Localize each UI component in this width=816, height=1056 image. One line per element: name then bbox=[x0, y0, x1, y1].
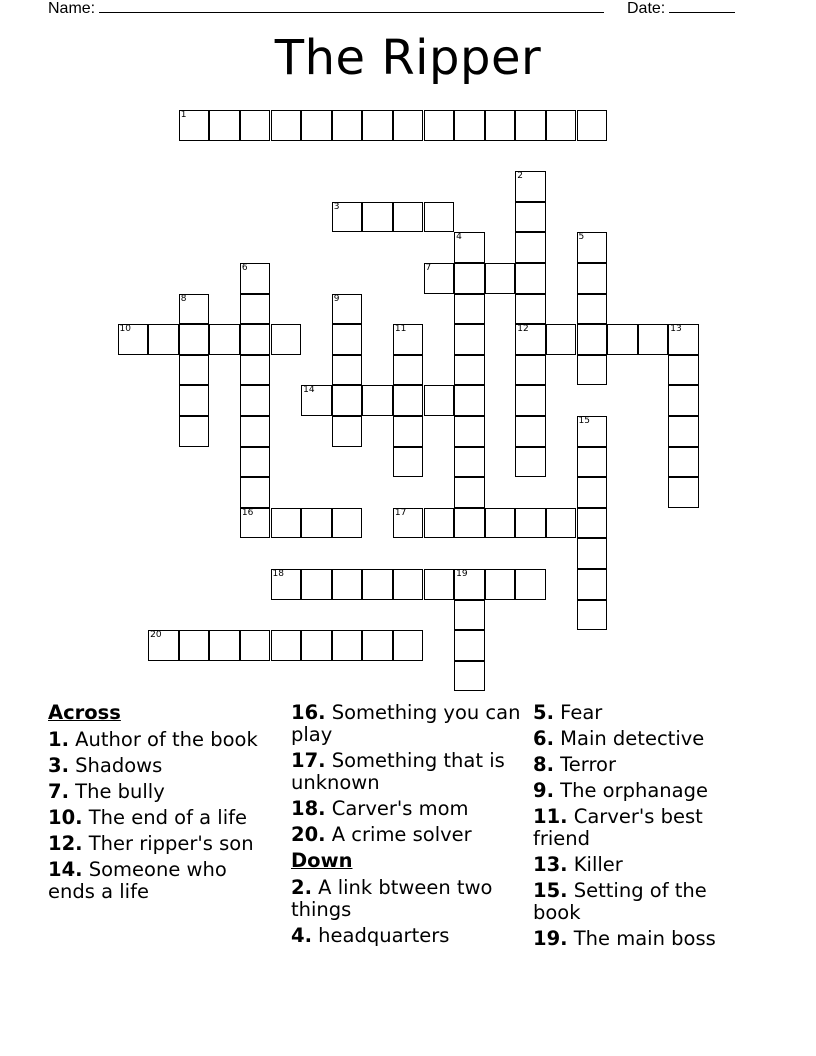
grid-cell[interactable] bbox=[454, 477, 485, 508]
grid-cell[interactable] bbox=[577, 324, 608, 355]
grid-cell[interactable] bbox=[240, 447, 271, 478]
clue-number: 11 bbox=[394, 324, 407, 335]
clue-item-number: 4. bbox=[291, 924, 312, 947]
clue-item-text: Killer bbox=[567, 853, 623, 876]
clue-item-text: Shadows bbox=[68, 754, 163, 777]
grid-cell[interactable] bbox=[454, 294, 485, 325]
clue-item-number: 8. bbox=[533, 753, 554, 776]
grid-cell[interactable] bbox=[668, 324, 699, 355]
grid-cell[interactable] bbox=[362, 110, 393, 141]
clue-item bbox=[291, 877, 526, 921]
clue-item-text: Terror bbox=[553, 753, 616, 776]
grid-cell[interactable] bbox=[577, 355, 608, 386]
grid-cell[interactable] bbox=[393, 355, 424, 386]
grid-cell[interactable] bbox=[577, 477, 608, 508]
grid-cell[interactable] bbox=[332, 202, 363, 233]
across-heading: Across bbox=[48, 701, 121, 724]
clue-item-text: The main boss bbox=[567, 927, 716, 950]
grid-cell[interactable] bbox=[271, 630, 302, 661]
grid-cell[interactable] bbox=[332, 324, 363, 355]
grid-cell[interactable] bbox=[668, 355, 699, 386]
clue-item bbox=[533, 806, 733, 850]
clue-item-text: A crime solver bbox=[325, 823, 472, 846]
grid-cell[interactable] bbox=[515, 416, 546, 447]
clues-column-3 bbox=[533, 702, 733, 954]
grid-cell[interactable] bbox=[424, 110, 455, 141]
clue-number: 10 bbox=[119, 324, 131, 335]
clue-item-number: 7. bbox=[48, 780, 69, 803]
grid-cell[interactable] bbox=[362, 385, 393, 416]
clue-number: 3 bbox=[333, 201, 340, 212]
grid-cell[interactable] bbox=[393, 202, 424, 233]
grid-cell[interactable] bbox=[454, 110, 485, 141]
grid-cell[interactable] bbox=[515, 324, 546, 355]
grid-cell[interactable] bbox=[209, 324, 240, 355]
clue-item-text: The orphanage bbox=[553, 779, 708, 802]
clue-item-number: 3. bbox=[48, 754, 69, 777]
grid-cell[interactable] bbox=[393, 324, 424, 355]
grid-cell[interactable] bbox=[209, 110, 240, 141]
grid-cell[interactable] bbox=[362, 569, 393, 600]
clue-item-number: 11. bbox=[533, 805, 568, 828]
grid-cell[interactable] bbox=[240, 355, 271, 386]
clue-number: 15 bbox=[578, 416, 590, 426]
grid-cell[interactable] bbox=[607, 324, 638, 355]
grid-cell[interactable] bbox=[118, 324, 149, 355]
grid-cell[interactable] bbox=[393, 416, 424, 447]
grid-cell[interactable] bbox=[148, 324, 179, 355]
clue-item bbox=[48, 833, 278, 855]
clue-number: 14 bbox=[303, 385, 315, 396]
grid-cell[interactable] bbox=[424, 569, 455, 600]
clue-item bbox=[48, 781, 278, 803]
grid-cell[interactable] bbox=[638, 324, 669, 355]
grid-cell[interactable] bbox=[515, 202, 546, 233]
grid-cell[interactable] bbox=[515, 171, 546, 202]
clue-item-text: Something that is unknown bbox=[291, 749, 505, 794]
clue-item-text: Someone who ends a life bbox=[48, 858, 227, 903]
clue-item-number: 9. bbox=[533, 779, 554, 802]
grid-cell[interactable] bbox=[240, 630, 271, 661]
clue-item-number: 5. bbox=[533, 701, 554, 724]
grid-cell[interactable] bbox=[577, 447, 608, 478]
grid-cell[interactable] bbox=[362, 202, 393, 233]
grid-cell[interactable] bbox=[577, 508, 608, 539]
grid-cell[interactable] bbox=[271, 508, 302, 539]
grid-cell[interactable] bbox=[393, 569, 424, 600]
clue-item-text: Main detective bbox=[553, 727, 705, 750]
grid-cell[interactable] bbox=[515, 447, 546, 478]
grid-cell[interactable] bbox=[546, 508, 577, 539]
grid-cell[interactable] bbox=[271, 569, 302, 600]
grid-cell[interactable] bbox=[240, 110, 271, 141]
grid-cell[interactable] bbox=[424, 263, 455, 294]
clue-item bbox=[533, 754, 733, 776]
grid-cell[interactable] bbox=[454, 508, 485, 539]
clue-number: 5 bbox=[578, 232, 585, 243]
grid-cell[interactable] bbox=[301, 385, 332, 416]
clue-item-number: 14. bbox=[48, 858, 83, 881]
clue-item bbox=[291, 925, 526, 947]
grid-cell[interactable] bbox=[301, 630, 332, 661]
grid-cell[interactable] bbox=[668, 447, 699, 478]
grid-cell[interactable] bbox=[577, 600, 608, 631]
clue-item-text: Author of the book bbox=[68, 728, 258, 751]
clue-item bbox=[291, 750, 526, 794]
grid-cell[interactable] bbox=[515, 232, 546, 263]
grid-cell[interactable] bbox=[332, 416, 363, 447]
grid-cell[interactable] bbox=[179, 294, 210, 325]
clues-column-2 bbox=[291, 702, 526, 951]
grid-cell[interactable] bbox=[577, 294, 608, 325]
grid-cell[interactable] bbox=[454, 630, 485, 661]
clue-item-number: 19. bbox=[533, 927, 568, 950]
grid-cell[interactable] bbox=[485, 263, 516, 294]
clue-number: 19 bbox=[456, 569, 468, 579]
clue-number: 17 bbox=[394, 507, 407, 518]
grid-cell[interactable] bbox=[454, 569, 485, 600]
grid-cell[interactable] bbox=[301, 110, 332, 141]
grid-cell[interactable] bbox=[515, 294, 546, 325]
clue-item-number: 2. bbox=[291, 876, 312, 899]
grid-cell[interactable] bbox=[179, 416, 210, 447]
clue-item bbox=[291, 798, 526, 820]
grid-cell[interactable] bbox=[301, 569, 332, 600]
date-label: Date: bbox=[627, 0, 666, 17]
grid-cell[interactable] bbox=[424, 385, 455, 416]
clue-item-text: Something you can play bbox=[291, 701, 521, 746]
clue-number: 2 bbox=[517, 171, 524, 182]
grid-cell[interactable] bbox=[332, 508, 363, 539]
clue-number: 20 bbox=[150, 630, 162, 641]
grid-cell[interactable] bbox=[332, 630, 363, 661]
grid-cell[interactable] bbox=[179, 324, 210, 355]
clue-item-number: 20. bbox=[291, 823, 326, 846]
grid-cell[interactable] bbox=[454, 447, 485, 478]
clue-item-number: 13. bbox=[533, 853, 568, 876]
grid-cell[interactable] bbox=[179, 355, 210, 386]
clue-item bbox=[533, 728, 733, 750]
grid-cell[interactable] bbox=[454, 355, 485, 386]
grid-cell[interactable] bbox=[668, 477, 699, 508]
clue-item-text: A link btween two things bbox=[291, 876, 493, 921]
clue-item-number: 10. bbox=[48, 806, 83, 829]
clue-item bbox=[533, 928, 733, 950]
grid-cell[interactable] bbox=[301, 508, 332, 539]
grid-cell[interactable] bbox=[240, 477, 271, 508]
clue-item bbox=[48, 729, 278, 751]
clue-item bbox=[48, 807, 278, 829]
grid-cell[interactable] bbox=[546, 324, 577, 355]
grid-cell[interactable] bbox=[393, 110, 424, 141]
clue-item-number: 12. bbox=[48, 832, 83, 855]
grid-cell[interactable] bbox=[179, 110, 210, 141]
grid-cell[interactable] bbox=[179, 385, 210, 416]
grid-cell[interactable] bbox=[332, 294, 363, 325]
clue-item-number: 15. bbox=[533, 879, 568, 902]
grid-cell[interactable] bbox=[454, 416, 485, 447]
clue-item bbox=[533, 854, 733, 876]
clue-item-number: 16. bbox=[291, 701, 326, 724]
clue-number: 6 bbox=[241, 263, 248, 273]
clue-item bbox=[48, 859, 278, 903]
grid-cell[interactable] bbox=[577, 232, 608, 263]
clue-number: 13 bbox=[670, 324, 682, 335]
grid-cell[interactable] bbox=[179, 630, 210, 661]
grid-cell[interactable] bbox=[240, 324, 271, 355]
grid-cell[interactable] bbox=[546, 110, 577, 141]
clue-item-text: Fear bbox=[553, 701, 603, 724]
grid-cell[interactable] bbox=[332, 569, 363, 600]
grid-cell[interactable] bbox=[515, 110, 546, 141]
grid-cell[interactable] bbox=[424, 202, 455, 233]
grid-cell[interactable] bbox=[454, 232, 485, 263]
grid-cell[interactable] bbox=[240, 416, 271, 447]
grid-cell[interactable] bbox=[148, 630, 179, 661]
grid-cell[interactable] bbox=[485, 508, 516, 539]
clue-number: 16 bbox=[241, 507, 254, 518]
grid-cell[interactable] bbox=[240, 263, 271, 294]
grid-cell[interactable] bbox=[332, 110, 363, 141]
clue-number: 1 bbox=[180, 110, 187, 120]
clue-item-text: Carver's mom bbox=[325, 797, 469, 820]
grid-cell[interactable] bbox=[577, 538, 608, 569]
grid-cell[interactable] bbox=[515, 569, 546, 600]
grid-cell[interactable] bbox=[393, 630, 424, 661]
grid-cell[interactable] bbox=[332, 355, 363, 386]
grid-cell[interactable] bbox=[240, 508, 271, 539]
clue-item bbox=[48, 755, 278, 777]
grid-cell[interactable] bbox=[515, 355, 546, 386]
grid-cell[interactable] bbox=[393, 508, 424, 539]
clue-number: 7 bbox=[425, 263, 432, 273]
clue-item-text: headquarters bbox=[311, 924, 450, 947]
clues-column-1 bbox=[48, 702, 278, 907]
clue-number: 4 bbox=[456, 232, 462, 243]
grid-cell[interactable] bbox=[577, 263, 608, 294]
grid-cell[interactable] bbox=[577, 416, 608, 447]
grid-cell[interactable] bbox=[515, 263, 546, 294]
grid-cell[interactable] bbox=[240, 385, 271, 416]
grid-cell[interactable] bbox=[424, 508, 455, 539]
grid-cell[interactable] bbox=[271, 324, 302, 355]
puzzle-title: The Ripper bbox=[274, 30, 542, 86]
clue-item bbox=[533, 702, 733, 724]
clue-number: 18 bbox=[272, 569, 284, 579]
grid-cell[interactable] bbox=[515, 508, 546, 539]
grid-cell[interactable] bbox=[454, 385, 485, 416]
clue-item-number: 1. bbox=[48, 728, 69, 751]
grid-cell[interactable] bbox=[240, 294, 271, 325]
grid-cell[interactable] bbox=[393, 385, 424, 416]
name-label: Name: bbox=[48, 0, 96, 17]
grid-cell[interactable] bbox=[454, 600, 485, 631]
clue-item-number: 18. bbox=[291, 797, 326, 820]
clue-item-text: Carver's best friend bbox=[533, 805, 703, 850]
grid-cell[interactable] bbox=[393, 447, 424, 478]
grid-cell[interactable] bbox=[209, 630, 240, 661]
clue-number: 9 bbox=[333, 293, 340, 304]
clue-item bbox=[533, 780, 733, 802]
clue-item bbox=[291, 702, 526, 746]
grid-cell[interactable] bbox=[271, 110, 302, 141]
grid-cell[interactable] bbox=[362, 630, 393, 661]
clue-item bbox=[291, 824, 526, 846]
grid-cell[interactable] bbox=[454, 263, 485, 294]
grid-cell[interactable] bbox=[485, 110, 516, 141]
clue-item bbox=[533, 880, 733, 924]
grid-cell[interactable] bbox=[485, 569, 516, 600]
clue-item-text: Setting of the book bbox=[533, 879, 707, 924]
clue-item-number: 17. bbox=[291, 749, 326, 772]
grid-cell[interactable] bbox=[332, 385, 363, 416]
clue-item-text: The end of a life bbox=[82, 806, 247, 829]
grid-cell[interactable] bbox=[577, 110, 608, 141]
clue-item-text: The bully bbox=[68, 780, 165, 803]
grid-cell[interactable] bbox=[577, 569, 608, 600]
grid-cell[interactable] bbox=[668, 385, 699, 416]
grid-cell[interactable] bbox=[515, 385, 546, 416]
grid-cell[interactable] bbox=[454, 324, 485, 355]
clue-number: 12 bbox=[517, 324, 529, 335]
grid-cell[interactable] bbox=[668, 416, 699, 447]
clue-item-text: Ther ripper's son bbox=[82, 832, 254, 855]
clue-number: 8 bbox=[180, 293, 187, 304]
clue-item-number: 6. bbox=[533, 727, 554, 750]
grid-cell[interactable] bbox=[454, 661, 485, 692]
down-heading: Down bbox=[291, 849, 353, 872]
